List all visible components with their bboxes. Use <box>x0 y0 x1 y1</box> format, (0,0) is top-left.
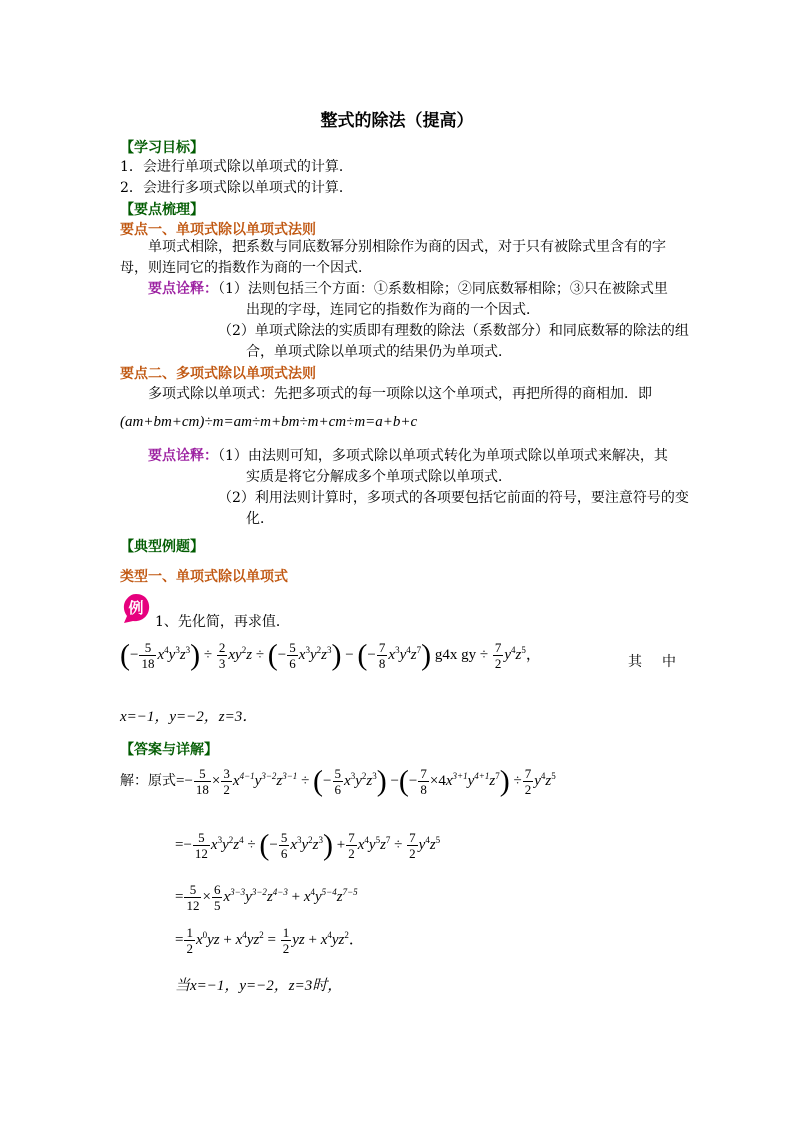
point1-note1-b: 出现的字母，连同它的指数作为商的一个因式． <box>246 302 540 318</box>
goal-1: 1．会进行单项式除以单项式的计算． <box>120 159 353 175</box>
point2-note1-b: 实质是将它分解成多个单项式除以单项式． <box>246 469 512 485</box>
type1-heading: 类型一、单项式除以单项式 <box>120 569 288 585</box>
point2-note1-a: （1）由法则可知，多项式除以单项式转化为单项式除以单项式来解决，其 <box>218 448 668 464</box>
problem-condition: x=−1，y=−2，z=3． <box>120 709 258 725</box>
problem-qi: 其 <box>628 654 642 670</box>
section-answer: 【答案与详解】 <box>120 742 218 758</box>
point1-note2-b: 合，单项式除以单项式的结果仍为单项式． <box>246 344 512 360</box>
point2-note-label: 要点诠释： <box>148 448 218 464</box>
solution-line-1: 解：原式=− $\frac{5}{18}$ × $\frac{3}{2}$ $x^{4-1}y^{3-2}z^{3-1}$ ÷ (− $\frac{5}{6}$ $x^3y^2z^3$) −(− $\frac{7}{8}$ $\times 4x^{3+1}y^{4+1}z^7$) ÷ $\frac{7}{2}$ $y^4z^5$ <box>120 764 556 798</box>
solution-last: 当x=−1，y=−2，z=3时， <box>175 978 343 994</box>
example-badge-icon <box>120 592 152 624</box>
solution-line-3: = $\frac{5}{12}$ × $\frac{6}{5}$ $x^{3-3}y^{3-2}z^{4-3} + x^4y^{5-4}z^{7-5}$ <box>175 882 358 913</box>
section-points: 【要点梳理】 <box>120 202 204 218</box>
page-title: 整式的除法（提高） <box>320 111 474 131</box>
problem-text: 1、先化简，再求值． <box>155 614 290 630</box>
point2-formula: (am+bm+cm)÷m=am÷m+bm÷m+cm÷m=a+b+c <box>120 414 418 430</box>
point1-note2-a: （2）单项式除法的实质即有理数的除法（系数部分）和同底数幂的除法的组 <box>218 323 689 339</box>
point2-heading: 要点二、多项式除以单项式法则 <box>120 366 316 382</box>
problem-expression: (− $\frac{5}{18}$ $x^4y^3z^3$) ÷ $\frac{2}{3}$ $xy^2z$ ÷ (− $\frac{5}{6}$ $x^3y^2z^3$) − (− $\frac{7}{8}$ $x^3y^4z^7$) g4x gy ÷ $\frac{7}{2}$ $y^4z^5$， <box>120 638 541 672</box>
goal-2: 2．会进行多项式除以单项式的计算． <box>120 180 353 196</box>
problem-zhong: 中 <box>662 654 676 670</box>
point1-heading: 要点一、单项式除以单项式法则 <box>120 222 316 238</box>
point2-note2-b: 化． <box>246 511 274 527</box>
example-badge-label: 例 <box>128 599 144 617</box>
point2-note2-a: （2）利用法则计算时，多项式的各项要包括它前面的符号，要注意符号的变 <box>218 490 689 506</box>
point2-body: 多项式除以单项式：先把多项式的每一项除以这个单项式，再把所得的商相加．即 <box>148 386 652 402</box>
solution-lead: 解：原式 <box>120 772 176 789</box>
point1-note-label: 要点诠释： <box>148 281 218 297</box>
solution-line-4: = $\frac{1}{2}$ $x^0yz + x^4yz^2$ = $\frac{1}{2}$ yz + $x^4yz^2$． <box>175 925 364 956</box>
section-examples: 【典型例题】 <box>120 539 204 555</box>
section-goals: 【学习目标】 <box>120 140 204 156</box>
point1-body: 单项式相除，把系数与同底数幂分别相除作为商的因式，对于只有被除式里含有的字母，则连同它的指数作为商的一个因式． <box>120 239 666 276</box>
point1-note1-a: （1）法则包括三个方面：①系数相除；②同底数幂相除；③只在被除式里 <box>218 281 668 297</box>
solution-line-2: =− $\frac{5}{12}$ $x^3y^2z^4$ ÷ (− $\frac{5}{6}$ $x^3y^2z^3$) + $\frac{7}{2}$ $x^4y^5z^7$ ÷ $\frac{7}{2}$ $y^4z^5$ <box>175 828 441 862</box>
